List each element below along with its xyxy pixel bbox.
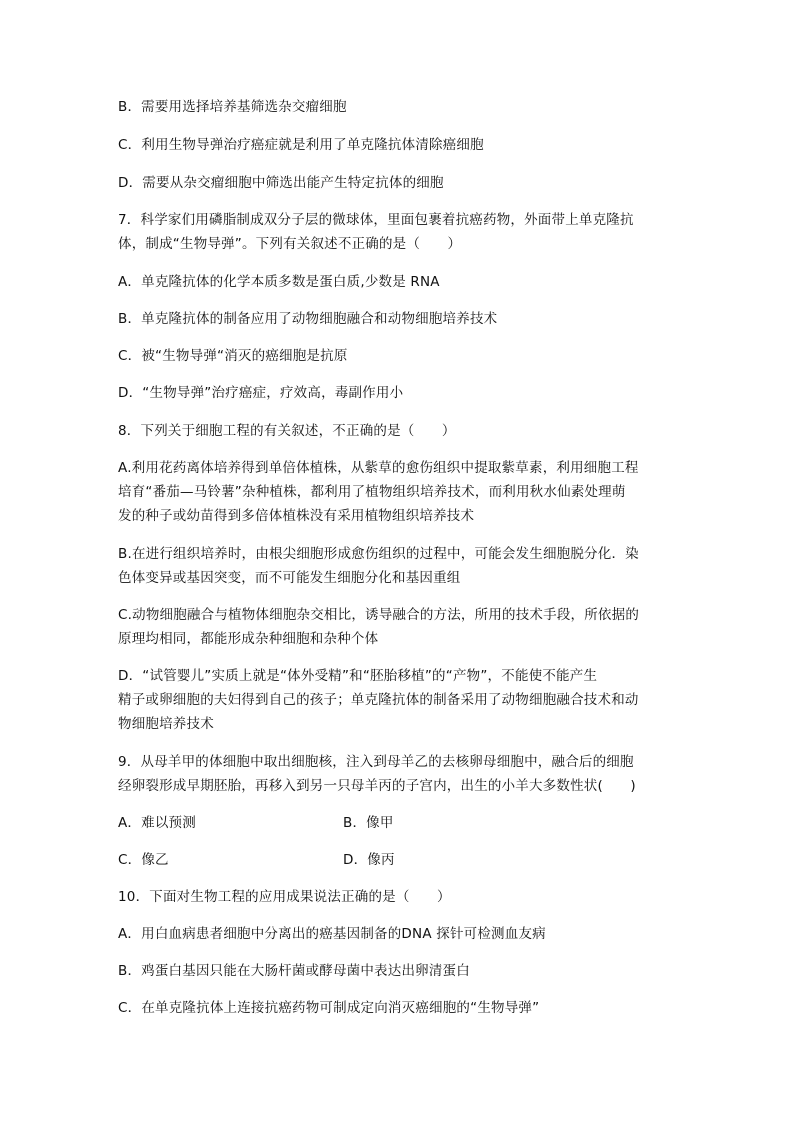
option-8a-line-3: 发的种子或幼苗得到多倍体植株没有采用植物组织培养技术 <box>118 508 475 524</box>
option-7b: B．单克隆抗体的制备应用了动物细胞融合和动物细胞培养技术 <box>118 311 498 327</box>
option-8b-line-2: 色体变异或基因突变，而不可能发生细胞分化和基因重组 <box>118 570 461 586</box>
option-8d-line-1: D．“试管婴儿”实质上就是“体外受精”和“胚胎移植”的“产物”，不能使不能产生 <box>118 668 598 684</box>
option-8a-line-2: 培育“番茄—马铃薯”杂种植株，都利用了植物组织培养技术，而利用秋水仙素处理萌 <box>118 484 626 500</box>
option-6d: D．需要从杂交瘤细胞中筛选出能产生特定抗体的细胞 <box>118 175 444 191</box>
option-7c: C．被“生物导弹“消灭的癌细胞是抗原 <box>118 348 348 364</box>
option-8a-line-1: A.利用花药离体培养得到单倍体植株，从紫草的愈伤组织中提取紫草素，利用细胞工程 <box>118 460 639 476</box>
option-9d: D．像丙 <box>343 852 395 868</box>
question-9-line-1: 9．从母羊甲的体细胞中取出细胞核，注入到母羊乙的去核卵母细胞中，融合后的细胞 <box>118 754 634 770</box>
option-10a: A．用白血病患者细胞中分离出的癌基因制备的DNA 探针可检测血友病 <box>118 926 546 942</box>
option-8d-line-3: 物细胞培养技术 <box>118 716 214 732</box>
option-8c-line-1: C.动物细胞融合与植物体细胞杂交相比，诱导融合的方法，所用的技术手段，所依据的 <box>118 607 640 623</box>
option-9a: A．难以预测 <box>118 815 196 831</box>
option-6b: B．需要用选择培养基筛选杂交瘤细胞 <box>118 99 347 115</box>
option-8b-line-1: B.在进行组织培养时，由根尖细胞形成愈伤组织的过程中，可能会发生细胞脱分化．染 <box>118 546 639 562</box>
option-8d-line-2: 精子或卵细胞的夫妇得到自己的孩子；单克隆抗体的制备采用了动物细胞融合技术和动 <box>118 692 639 708</box>
question-10: 10．下面对生物工程的应用成果说法正确的是（ ） <box>118 889 451 905</box>
question-7-line-2: 体，制成“生物导弹”。下列有关叙述不正确的是（ ） <box>118 236 462 252</box>
option-9b: B．像甲 <box>343 815 394 831</box>
option-8c-line-2: 原理均相同，都能形成杂种细胞和杂种个体 <box>118 631 379 647</box>
question-9-line-2: 经卵裂形成早期胚胎，再移入到另一只母羊丙的子宫内，出生的小羊大多数性状( ) <box>118 778 636 794</box>
option-10c: C．在单克隆抗体上连接抗癌药物可制成定向消灭癌细胞的“生物导弹” <box>118 1000 540 1016</box>
option-9c: C．像乙 <box>118 852 169 868</box>
option-7d: D．“生物导弹”治疗癌症，疗效高，毒副作用小 <box>118 385 404 401</box>
question-8: 8．下列关于细胞工程的有关叙述，不正确的是（ ） <box>118 423 456 439</box>
option-6c: C．利用生物导弹治疗癌症就是利用了单克隆抗体清除癌细胞 <box>118 137 484 153</box>
option-10b: B．鸡蛋白基因只能在大肠杆菌或酵母菌中表达出卵清蛋白 <box>118 963 470 979</box>
question-7-line-1: 7．科学家们用磷脂制成双分子层的微球体，里面包裹着抗癌药物，外面带上单克隆抗 <box>118 212 634 228</box>
option-7a: A．单克隆抗体的化学本质多数是蛋白质,少数是 RNA <box>118 274 440 290</box>
